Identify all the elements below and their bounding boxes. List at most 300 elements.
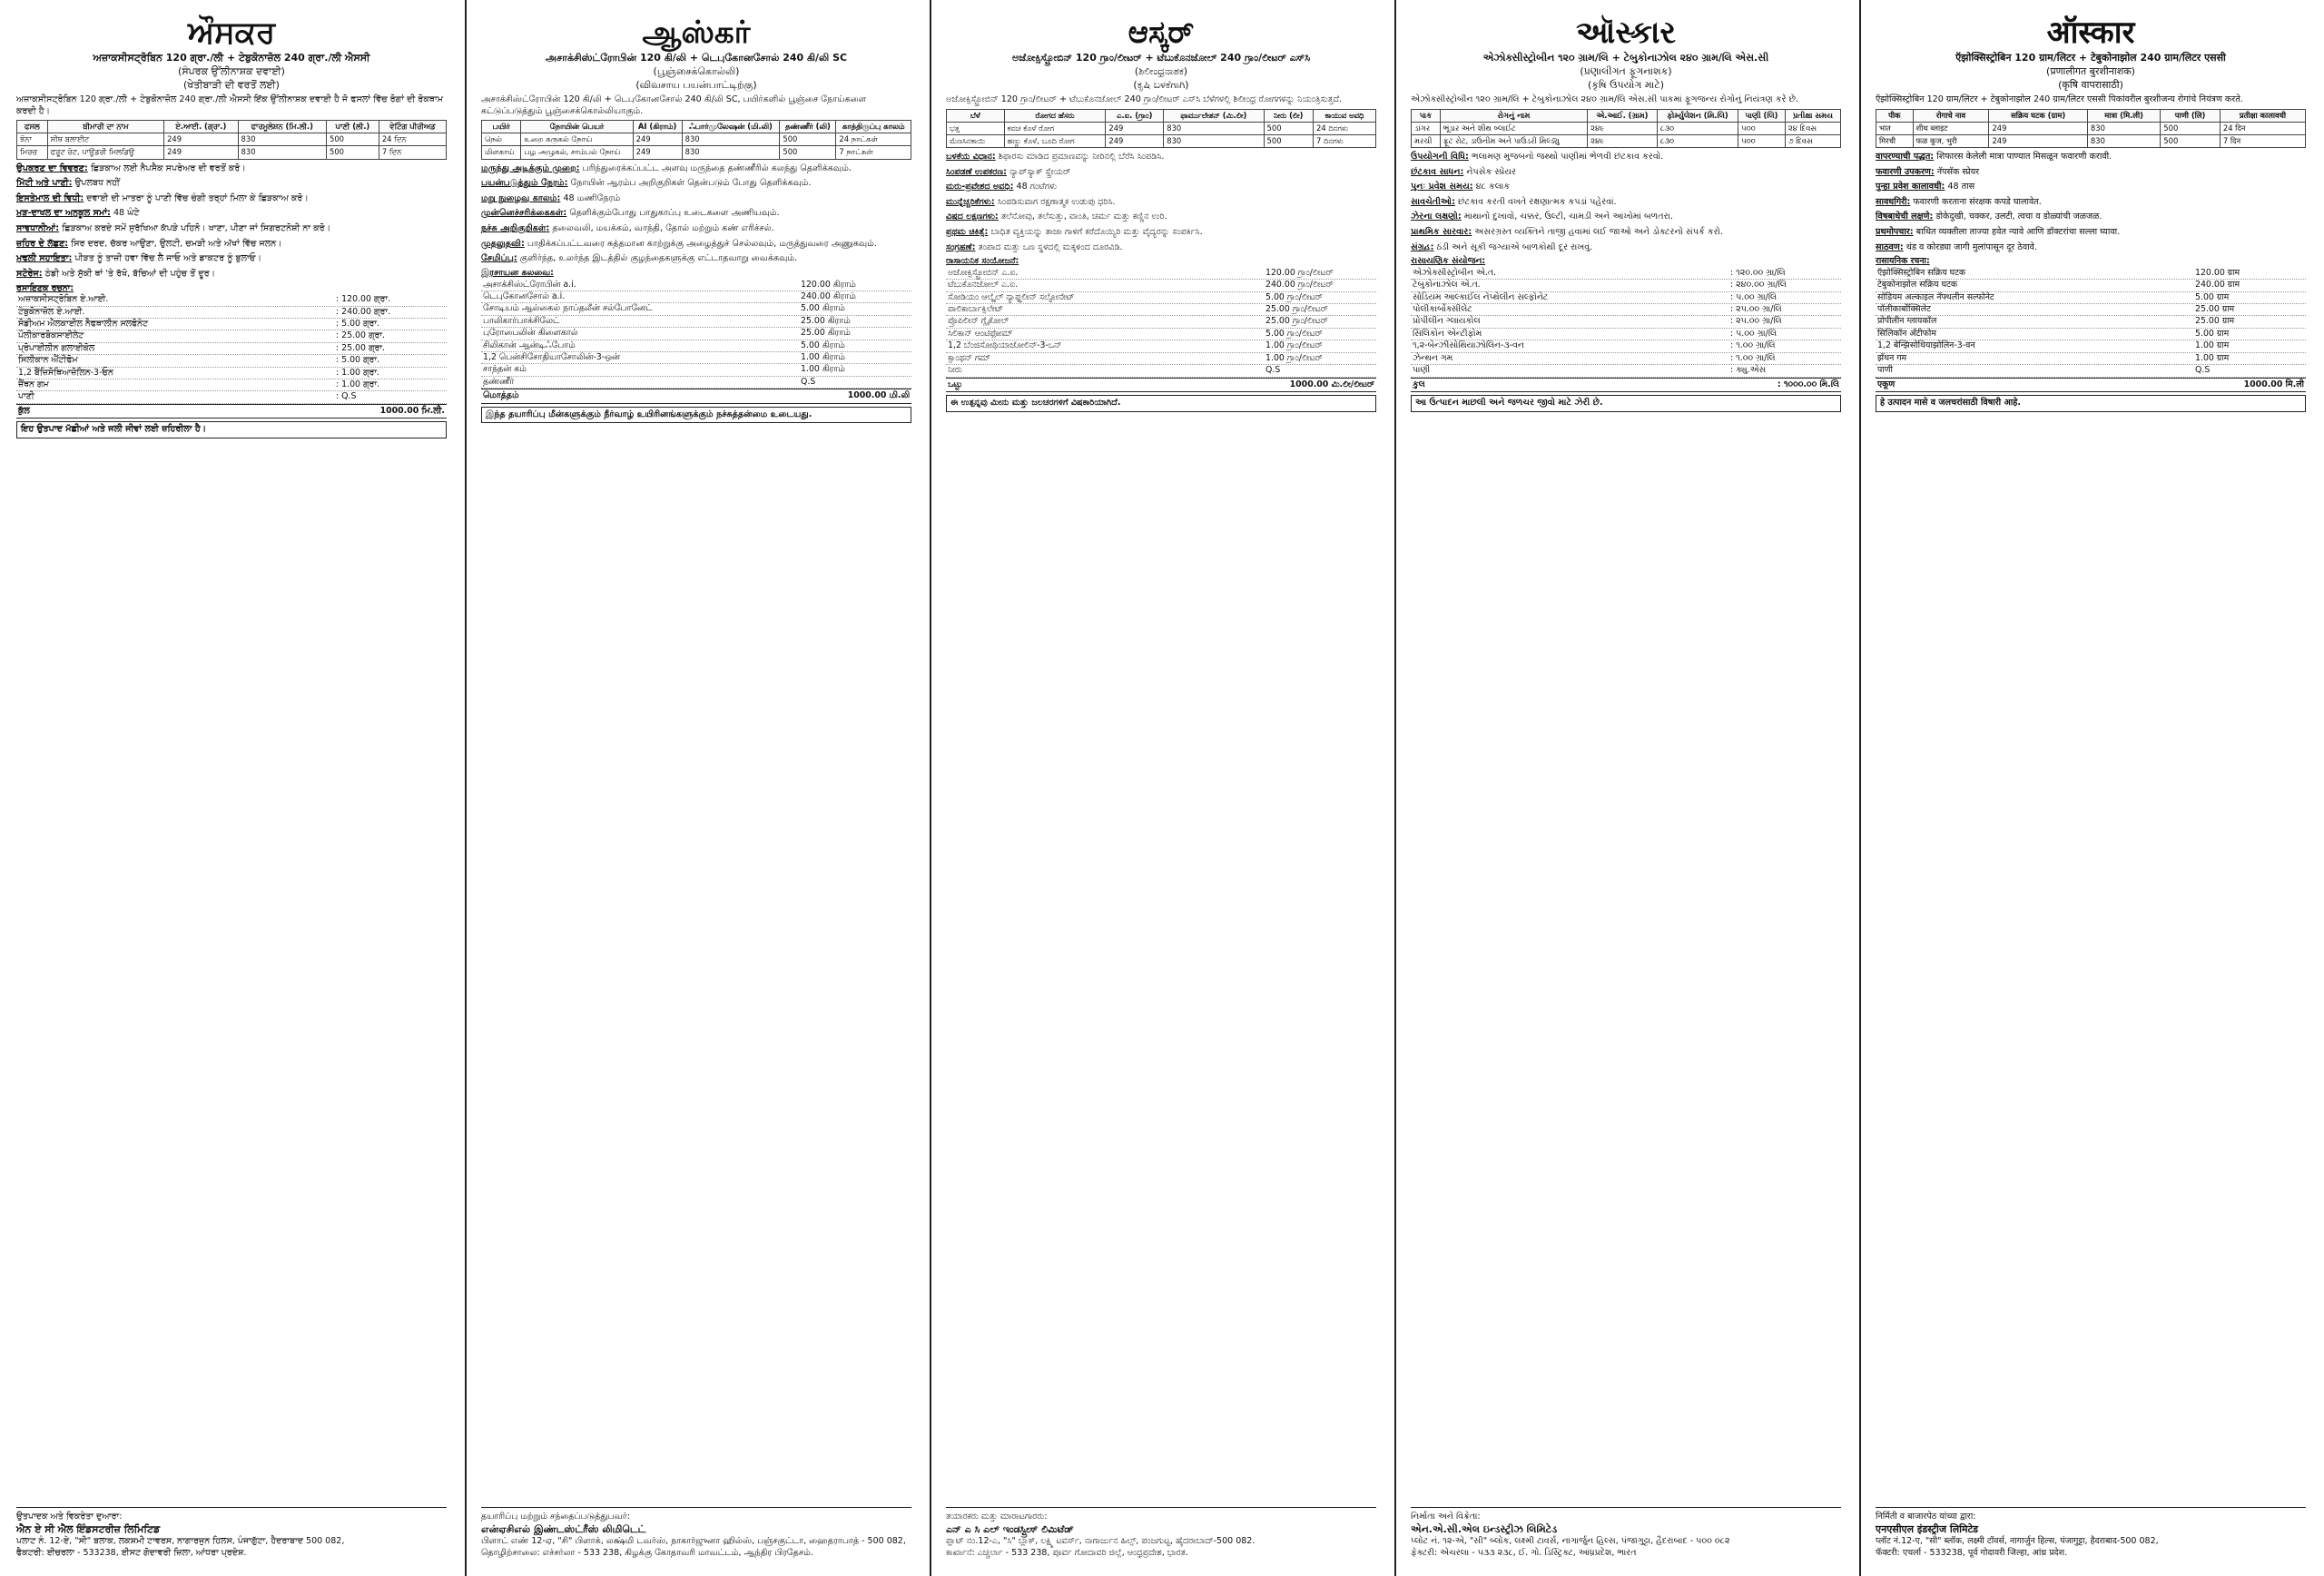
product-category: (પ્રણાલીગત ફૂગનાશક): [1580, 65, 1672, 78]
ingredient-amount: 25.00 ग्राम: [2195, 316, 2235, 327]
ingredient-name: ਅਜ਼ਾਕਸੀਸਟ੍ਰੋਬਿਨ ਏ.ਆਈ.: [18, 294, 109, 305]
ingredient-amount: 1.00 கிராம்: [801, 351, 845, 362]
composition-row: [1876, 304, 2306, 316]
ingredient-amount: : ૨૫.૦૦ ગ્રા/લિ: [1730, 304, 1782, 315]
section-text: நோயின் ஆரம்ப அறிகுறிகள் தென்படும் போது தெளிக்கவும்.: [570, 178, 812, 189]
composition-row: [16, 355, 447, 367]
section-text: નેપસેક સ્પ્રેયર: [1466, 166, 1517, 177]
section-text: છંટકાવ કરતી વખતે રક્ષણાત્મક કપડાં પહેરવાં.: [1457, 196, 1617, 207]
table-cell: शीथ ब्लाइट: [1913, 122, 1989, 134]
dosage-table-header: प्रतीक्षा कालावधी: [2220, 109, 2305, 122]
section-text: ಶಿಫಾರಸು ಮಾಡಿದ ಪ್ರಮಾಣವನ್ನು ನೀರಿನಲ್ಲಿ ಬೆರೆಸಿ ಸಿಂಪಡಿಸಿ.: [998, 151, 1165, 162]
warning-text: ਇਹ ਉਤਪਾਦ ਮੱਛੀਆਂ ਅਤੇ ਜਲੀ ਜੀਵਾਂ ਲਈ ਜ਼ਹਿਰੀਲਾ ਹੈ।: [16, 421, 447, 438]
label-section: [16, 193, 447, 205]
section-heading: ಸಂಗ್ರಹಣೆ:: [946, 241, 976, 252]
label-panel-tamil: [474, 11, 919, 1565]
product-title: ઑસ્કાર: [1576, 15, 1676, 51]
section-text: 48 तास: [1947, 182, 1975, 192]
warning-text: இந்த தயாரிப்பு மீன்களுக்கும் நீர்வாழ் உயிரினங்களுக்கும் நச்சுத்தன்மை உடையது.: [481, 407, 911, 424]
table-cell: 249: [164, 146, 238, 159]
product-usage: (விவசாய பயன்பாட்டிற்கு): [635, 79, 757, 92]
ingredient-name: ऍझोक्सिस्ट्रोबिन सक्रिय घटक: [1877, 267, 1966, 278]
total-label: ਕੁੱਲ: [18, 405, 30, 416]
manufacturer-block: [1411, 1507, 1841, 1560]
ingredient-amount: 25.00 ग्राम: [2195, 304, 2235, 315]
label-section: [1876, 242, 2306, 254]
composition-heading: இரசாயன கலவை:: [481, 268, 554, 279]
ingredient-name: टेबुकोनाझोल सक्रिय घटक: [1877, 280, 1958, 291]
intro-text: ऍझोक्सिस्ट्रोबिन 120 ग्राम/लिटर + टेबुकोनाझोल 240 ग्राम/लिटर एससी पिकांवरील बुरशीजन्य रोगांचे नियंत्रण करते.: [1876, 94, 2243, 104]
table-cell: ਝੋਨਾ: [17, 133, 48, 146]
dosage-table-header: ನೀರು (ಲೀ): [1264, 109, 1313, 122]
ingredient-name: ಕ್ಸಾಂಥನ್ ಗಮ್: [948, 352, 990, 363]
ingredient-name: ಸೋಡಿಯಂ ಆಲ್ಕೈಲ್ ನ್ಯಾಫ್ಥಲೀನ್ ಸಲ್ಫೋನೇಟ್: [948, 291, 1075, 302]
ingredient-name: 1,2 ಬೆಂಜಿಸೋಥಿಯಾಜೋಲಿನ್-3-ಒನ್: [948, 340, 1062, 351]
section-heading: முதலுதவி:: [481, 238, 525, 249]
table-row: [947, 134, 1376, 147]
table-row: [947, 122, 1376, 134]
ingredient-name: સિલિકોન એન્ટીફોમ: [1413, 328, 1482, 339]
section-text: थंड व कोरड्या जागी मुलांपासून दूर ठेवावे.: [1905, 241, 2038, 252]
ingredient-amount: Q.S: [1265, 365, 1281, 376]
section-text: குளிர்ந்த, உலர்ந்த இடத்தில் குழந்தைகளுக்கு எட்டாதவாறு வைக்கவும்.: [519, 253, 798, 264]
label-section: [1876, 227, 2306, 239]
composition-row: [1411, 353, 1841, 365]
section-text: 48 மணிநேரம்: [563, 192, 621, 203]
dosage-table-header: सक्रिय घटक (ग्राम): [1989, 109, 2087, 122]
label-section: [946, 197, 1376, 209]
section-heading: સંગ્રહ:: [1411, 241, 1434, 252]
ingredient-amount: : 1.00 ਗ੍ਰਾ.: [336, 379, 379, 390]
total-amount: 1000.00 मि.ली: [2243, 379, 2304, 389]
composition-row: [1411, 268, 1841, 280]
manufacturer-name: என்ஏசிஎல் இண்டஸ்ட்ரீஸ் லிமிடெட்: [481, 1522, 646, 1535]
intro-text: એઝોક્સીસ્ટ્રોબીન ૧૨૦ ગ્રામ/લિ + ટેબુકોનાઝોલ ૨૪૦ ગ્રામ/લિ એસ.સી પાકમાં ફૂગજન્ય રોગોનું નિયંત્રણ કરે છે.: [1411, 94, 1799, 104]
section-heading: ਮੁਢਲੀ ਸਹਾਇਤਾ:: [16, 253, 73, 264]
ingredient-amount: : 120.00 ਗ੍ਰਾ.: [336, 294, 390, 305]
section-heading: ಸಿಂಪಡಣೆ ಉಪಕರಣ:: [946, 166, 1007, 177]
table-row: [482, 146, 911, 159]
table-cell: ૮૩૦: [1657, 134, 1738, 147]
composition-row: [16, 368, 447, 379]
table-cell: 249: [633, 146, 682, 159]
ingredient-amount: 240.00 ग्राम: [2195, 280, 2240, 291]
section-text: ਠੰਡੀ ਅਤੇ ਸੁੱਕੀ ਥਾਂ 'ਤੇ ਰੱਖੋ, ਬੱਚਿਆਂ ਦੀ ਪਹੁੰਚ ਤੋਂ ਦੂਰ।: [44, 269, 216, 280]
section-heading: சேமிப்பு:: [481, 253, 517, 264]
ingredient-amount: : ૫.૦૦ ગ્રા/લિ: [1730, 291, 1777, 302]
ingredient-amount: 240.00 கிராம்: [801, 291, 856, 301]
dosage-table-header: ਪਾਣੀ (ਲੀ.): [327, 121, 379, 133]
table-cell: ਸ਼ੀਥ ਬਲਾਈਟ: [47, 133, 163, 146]
table-cell: நெல்: [482, 133, 521, 146]
section-text: ਉਪਲਬਧ ਨਹੀਂ: [74, 178, 120, 189]
section-text: ਛਿੜਕਾਅ ਲਈ ਨੈਪਸੈਕ ਸਪਰੇਅਰ ਦੀ ਵਰਤੋਂ ਕਰੋ।: [90, 163, 246, 173]
ingredient-name: सोडियम अल्काइल नॅफ्थलीन सल्फोनेट: [1877, 291, 1994, 302]
dosage-table-header: रोगाचे नाव: [1913, 109, 1989, 122]
manufacturer-address: પ્લોટ નં. ૧૨-એ, "સી" બ્લોક, લક્ષ્મી ટાવર્સ, નાગાર્જુન હિલ્સ, પંજાગુટ્ટા, હૈદરાબાદ - ૫૦૦ ૦૮૨: [1411, 1536, 1730, 1547]
section-text: डोकेदुखी, चक्कर, उलटी, त्वचा व डोळ्यांची जळजळ.: [1935, 212, 2102, 222]
ingredient-name: પ્રોપીલીન ગ્લાયકોલ: [1413, 316, 1481, 327]
composition-row: [481, 316, 911, 328]
table-cell: ભૂંડાર અને શીથ બ્લાઈટ: [1440, 122, 1587, 134]
label-panel-punjabi: [9, 11, 454, 1565]
section-text: ನ್ಯಾಪ್‌ಸ್ಯಾಕ್ ಸ್ಪ್ರೇಯರ್: [1009, 166, 1071, 177]
section-heading: प्रथमोपचार:: [1876, 227, 1914, 238]
section-heading: છંટકાવ સાધન:: [1411, 166, 1464, 177]
composition-block: [481, 268, 911, 403]
table-cell: 7 दिन: [2220, 134, 2305, 147]
table-cell: ૫૦૦: [1738, 122, 1786, 134]
dosage-table-header: காத்திருப்பு காலம்: [836, 121, 911, 133]
table-cell: 830: [682, 146, 780, 159]
ingredient-name: ಟೆಬುಕೊನಜೋಲ್ ಎ.ಐ.: [948, 280, 1019, 291]
table-cell: ડાંગર: [1412, 122, 1441, 134]
table-row: [1412, 122, 1841, 134]
table-row: [1876, 134, 2306, 147]
manufacturer-block: [16, 1507, 447, 1560]
manufacturer-address: ಪ್ಲಾಟ್ ನಂ.12-ಎ, "ಸಿ" ಬ್ಲಾಕ್, ಲಕ್ಷ್ಮಿ ಟವರ್ಸ್, ನಾಗಾರ್ಜುನ ಹಿಲ್ಸ್, ಪಂಜಗುಟ್ಟ, ಹೈದರಾಬಾದ್-500 082.: [946, 1536, 1256, 1547]
ingredient-name: ನೀರು: [948, 365, 962, 376]
composition-row: [1411, 365, 1841, 377]
label-section: [16, 163, 447, 175]
table-cell: ફ્રૂટ રોટ, ડાઉનીમ અને પાઉડરી મિલ્ડ્યુ: [1440, 134, 1587, 147]
label-section: [946, 242, 1376, 254]
section-heading: ઝેરના લક્ષણો:: [1411, 212, 1462, 222]
dosage-table-header: ಕಾಯುವ ಅವಧಿ: [1314, 109, 1376, 122]
product-title: ஆஸ்கர்: [642, 15, 751, 51]
manufacturer-block: [946, 1507, 1376, 1560]
dosage-table-header: ಎ.ಐ. (ಗ್ರಾಂ): [1106, 109, 1164, 122]
ingredient-name: சிலிகான் ஆன்டிஃபோம்: [483, 340, 576, 350]
composition-row: [481, 280, 911, 291]
composition-heading: रासायनिक रचना:: [1876, 256, 1930, 267]
table-cell: ಹಣ್ಣು ಕೊಳೆ, ಬೂದಿ ರೋಗ: [1004, 134, 1106, 147]
section-text: માથાનો દુખાવો, ચક્કર, ઉલ્ટી, ચામડી અને આંખોમાં બળતરા.: [1463, 212, 1673, 222]
composition-block: [1876, 256, 2306, 391]
table-cell: 7 ਦਿਨ: [379, 146, 446, 159]
manufacturer-name: ಎನ್ ಎ ಸಿ ಎಲ್ ಇಂಡಸ್ಟ್ರೀಸ್ ಲಿಮಿಟೆಡ್: [946, 1522, 1074, 1535]
composition-heading: રાસાયણિક સંયોજન:: [1411, 256, 1486, 267]
product-usage: (ਖੇਤੀਬਾੜੀ ਦੀ ਵਰਤੋਂ ਲਈ): [183, 79, 280, 92]
ingredient-name: ઝેન્થન ગમ: [1413, 352, 1453, 363]
ingredient-amount: Q.S: [801, 376, 816, 387]
composition-row: [1411, 280, 1841, 291]
ingredient-name: पॉलीकार्बोक्सिलेट: [1877, 304, 1931, 315]
ingredient-amount: : 25.00 ਗ੍ਰਾ.: [336, 330, 385, 341]
ingredient-amount: : ૨૫.૦૦ ગ્રા/લિ: [1730, 316, 1782, 327]
section-heading: ಮುನ್ನೆಚ್ಚರಿಕೆಗಳು:: [946, 196, 995, 207]
composition-row: [1876, 353, 2306, 365]
table-row: [1412, 134, 1841, 147]
section-text: ਪੀੜਤ ਨੂੰ ਤਾਜ਼ੀ ਹਵਾ ਵਿੱਚ ਲੈ ਜਾਓ ਅਤੇ ਡਾਕਟਰ ਨੂੰ ਬੁਲਾਓ।: [74, 253, 262, 264]
section-heading: विषबाधेची लक्षणे:: [1876, 212, 1934, 222]
composition-row: [946, 304, 1376, 316]
table-cell: 249: [1989, 134, 2087, 147]
ingredient-name: સોડિયમ આલ્કાઈલ નેપ્થેલીન સલ્ફોનેટ: [1413, 291, 1549, 302]
ingredient-amount: 5.00 ಗ್ರಾಂ/ಲೀಟರ್: [1265, 291, 1323, 302]
table-cell: ૨૪૯: [1588, 122, 1658, 134]
composition-row: [946, 340, 1376, 352]
table-cell: 249: [633, 133, 682, 146]
total-amount: 1000.00 ਮਿ.ਲੀ.: [379, 405, 445, 416]
composition-row: [1876, 329, 2306, 340]
ingredient-amount: : ૧૨૦.૦૦ ગ્રા/લિ: [1730, 267, 1786, 278]
factory-address: फॅक्टरी: एचर्ला - 533238, पूर्व गोदावरी जिल्हा, आंध्र प्रदेश.: [1876, 1548, 2068, 1559]
ingredient-amount: 240.00 ಗ್ರಾಂ/ಲೀಟರ್: [1265, 280, 1334, 291]
composition-row: [481, 364, 911, 376]
composition-row: [16, 294, 447, 306]
ingredient-amount: : 5.00 ਗ੍ਰਾ.: [336, 318, 379, 329]
table-cell: ૨૪૯: [1588, 134, 1658, 147]
ingredient-name: சாந்தன் கம்: [483, 364, 527, 375]
label-section: [1876, 152, 2306, 163]
total-label: மொத்தம்: [483, 390, 519, 401]
ingredient-amount: : ૫.૦૦ ગ્રા/લિ: [1730, 328, 1777, 339]
section-heading: પ્રાથમિક સારવાર:: [1411, 227, 1472, 238]
label-section: [946, 152, 1376, 163]
section-heading: पुन्हा प्रवेश कालावधी:: [1876, 182, 1945, 192]
ingredient-name: પાણી: [1413, 365, 1431, 376]
ingredient-name: पाणी: [1877, 365, 1893, 376]
total-label: एकूण: [1877, 379, 1896, 389]
table-row: [482, 133, 911, 146]
ingredient-name: ಸಿಲಿಕಾನ್ ಆಂಟಿಫೋಮ್: [948, 328, 1013, 339]
manufacturer-block: [1876, 1507, 2306, 1560]
label-section: [16, 269, 447, 281]
section-heading: ಮರು-ಪ್ರವೇಶದ ಅವಧಿ:: [946, 182, 1014, 192]
manufacturer-label: ತಯಾರಕರು ಮತ್ತು ಮಾರಾಟಗಾರರು:: [946, 1511, 1048, 1522]
product-category: (பூஞ்சைக்கொல்லி): [653, 65, 740, 78]
dosage-table: [481, 120, 911, 159]
warning-text: આ ઉત્પાદન માછલી અને જળચર જીવો માટે ઝેરી છે.: [1411, 395, 1841, 412]
section-heading: ઉપયોગની વિધિ:: [1411, 151, 1469, 162]
ingredient-name: 1,2 बेन्झिसोथियाझोलिन-3-वन: [1877, 340, 1975, 351]
table-row: [17, 146, 447, 159]
composition-row: [16, 319, 447, 330]
composition-total: [481, 389, 911, 403]
label-section: [1411, 242, 1841, 254]
ingredient-amount: 120.00 கிராம்: [801, 279, 856, 290]
section-text: பாதிக்கப்பட்டவரை சுத்தமான காற்றுக்கு அழைத்துச் செல்லவும், மருத்துவரை அணுகவும்.: [527, 238, 877, 249]
composition-row: [1411, 329, 1841, 340]
label-panel-gujarati: [1403, 11, 1848, 1565]
table-cell: 830: [2087, 122, 2160, 134]
label-section: [481, 239, 911, 251]
label-section: [1411, 182, 1841, 193]
label-section: [1411, 227, 1841, 239]
section-text: தலைவலி, மயக்கம், வாந்தி, தோல் மற்றும் கண் எரிச்சல்.: [552, 223, 774, 234]
label-section: [1876, 197, 2306, 209]
composition-row: [1411, 340, 1841, 352]
warning-text: ಈ ಉತ್ಪನ್ನವು ಮೀನು ಮತ್ತು ಜಲಚರಗಳಿಗೆ ವಿಷಕಾರಿಯಾಗಿದೆ.: [946, 395, 1376, 412]
ingredient-amount: 5.00 கிராம்: [801, 303, 845, 314]
ingredient-name: ਟੇਬੁਕੋਨਾਜ਼ੋਲ ਏ.ਆਈ.: [18, 306, 85, 317]
ingredient-amount: 1.00 ಗ್ರಾಂ/ಲೀಟರ್: [1265, 340, 1323, 351]
dosage-table-header: પાક: [1412, 109, 1441, 122]
dosage-table-header: ਬੀਮਾਰੀ ਦਾ ਨਾਮ: [47, 121, 163, 133]
dosage-table-header: રોગનું નામ: [1440, 109, 1587, 122]
ingredient-name: ಪಾಲಿಕಾರ್ಬಾಕ್ಸಿಲೇಟ್: [948, 304, 1004, 315]
product-category: (प्रणालीगत बुरशीनाशक): [2046, 65, 2135, 78]
product-subtitle: એઝોક્સીસ્ટ્રોબીન ૧૨૦ ગ્રામ/લિ + ટેબુકોનાઝોલ ૨૪૦ ગ્રામ/લિ એસ.સી: [1482, 52, 1769, 64]
section-heading: ਮੁੜ-ਦਾਖਲ ਦਾ ਅਨੁਕੂਲ ਸਮਾਂ:: [16, 208, 111, 219]
manufacturer-address: ਪਲਾਟ ਨੰ. 12-ਏ, "ਸੀ" ਬਲਾਕ, ਲਕਸ਼ਮੀ ਟਾਵਰਸ, ਨਾਗਾਰਜੁਨ ਹਿਲਸ, ਪੰਜਾਗੁੱਟਾ, ਹੈਦਰਾਬਾਦ 500 082,: [16, 1536, 345, 1547]
composition-total: [1876, 378, 2306, 392]
ingredient-name: सिलिकॉन अँटीफोम: [1877, 328, 1936, 339]
ingredient-amount: : 25.00 ਗ੍ਰਾ.: [336, 342, 385, 353]
ingredient-amount: 120.00 ग्राम: [2195, 267, 2240, 278]
composition-row: [481, 377, 911, 389]
table-cell: 500: [2161, 122, 2221, 134]
dosage-table-header: मात्रा (मि.ली): [2087, 109, 2160, 122]
label-section: [16, 253, 447, 265]
composition-row: [1411, 304, 1841, 316]
section-text: ਸਿਰ ਦਰਦ, ਚੱਕਰ ਆਉਣਾ, ਉਲਟੀ, ਚਮੜੀ ਅਤੇ ਅੱਖਾਂ ਵਿੱਚ ਜਲਨ।: [71, 238, 282, 249]
composition-row: [481, 291, 911, 303]
label-panel-marathi: [1868, 11, 2313, 1565]
table-cell: ಮೆಣಸಿನಕಾಯಿ: [947, 134, 1005, 147]
product-category: (ಶಿಲೀಂಧ್ರನಾಶಕ): [1134, 65, 1188, 78]
table-cell: 830: [238, 133, 326, 146]
label-section: [16, 178, 447, 190]
factory-address: ಕಾರ್ಖಾನೆ: ಎಚ್ಚರ್ಲಾ - 533 238, ಪೂರ್ವ ಗೋದಾವರಿ ಜಿಲ್ಲೆ, ಆಂಧ್ರಪ್ರದೇಶ, ಭಾರತ.: [946, 1548, 1188, 1559]
panel-divider: [1859, 0, 1861, 1576]
table-cell: உறை கருகல் நோய்: [521, 133, 633, 146]
section-heading: साठवण:: [1876, 241, 1904, 252]
composition-row: [1876, 316, 2306, 328]
manufacturer-address: பிளாட் எண் 12-ஏ, "சி" பிளாக், லக்ஷ்மி டவர்ஸ், நாகார்ஜுனா ஹில்ஸ், பஞ்சகுட்டா, ஹைதராபாத் - 500 082,: [481, 1536, 906, 1547]
composition-row: [16, 379, 447, 391]
table-cell: 500: [1264, 122, 1313, 134]
section-heading: ಬಳಕೆಯ ವಿಧಾನ:: [946, 151, 996, 162]
dosage-table-header: એ.આઈ. (ગ્રામ): [1588, 109, 1658, 122]
section-text: बाधित व्यक्तीला ताज्या हवेत न्यावे आणि डॉक्टरांचा सल्ला घ्यावा.: [1915, 227, 2121, 238]
ingredient-amount: : 5.00 ਗ੍ਰਾ.: [336, 355, 379, 366]
section-text: தெளிக்கும்போது பாதுகாப்பு உடைகளை அணியவும்.: [569, 208, 780, 219]
manufacturer-label: ਉਤਪਾਦਕ ਅਤੇ ਵਿਕਰੇਤਾ ਦੁਆਰਾ:: [16, 1511, 123, 1522]
ingredient-amount: 120.00 ಗ್ರಾಂ/ಲೀಟರ್: [1265, 267, 1334, 278]
table-cell: 830: [1164, 134, 1264, 147]
composition-row: [16, 343, 447, 355]
composition-total: [1411, 378, 1841, 392]
section-heading: सावधगिरी:: [1876, 196, 1911, 207]
dosage-table-header: ஃபார்முலேஷன் (மி.லி): [682, 121, 780, 133]
ingredient-amount: : ૧.૦૦ ગ્રા/લિ: [1730, 352, 1776, 363]
table-cell: 24 ದಿನಗಳು: [1314, 122, 1376, 134]
section-heading: ਸਟੋਰੇਜ:: [16, 269, 43, 280]
dosage-table-header: பயிர்: [482, 121, 521, 133]
ingredient-name: புரோபைலின் கிளைகால்: [483, 328, 578, 339]
product-subtitle: ऍझोक्सिस्ट्रोबिन 120 ग्राम/लिटर + टेबुकोनाझोल 240 ग्राम/लिटर एससी: [1955, 52, 2226, 64]
ingredient-amount: : ૨૪૦.૦૦ ગ્રા/લિ: [1730, 280, 1787, 291]
label-section: [16, 208, 447, 220]
section-text: ભલામણ મુજબનો જથ્થો પાણીમાં ભેળવી છંટકાવ કરવો.: [1471, 151, 1664, 162]
section-heading: முன்னெச்சரிக்கைகள்:: [481, 208, 567, 219]
label-section: [481, 178, 911, 190]
composition-row: [946, 353, 1376, 365]
ingredient-amount: : ક્યુ.એસ: [1730, 365, 1767, 376]
section-heading: நச்சு அறிகுறிகள்:: [481, 223, 550, 234]
ingredient-name: ਪ੍ਰੋਪਾਈਲੀਨ ਗਲਾਈਕੋਲ: [18, 342, 95, 353]
dosage-table-header: தண்ணீர் (லி): [780, 121, 836, 133]
manufacturer-label: தயாரிப்பு மற்றும் சந்தைப்படுத்துபவர்:: [481, 1511, 630, 1522]
table-cell: 500: [780, 146, 836, 159]
section-text: અસરગ્રસ્ત વ્યક્તિને તાજી હવામાં લઈ જાઓ અને ડોક્ટરનો સંપર્ક કરો.: [1474, 227, 1724, 238]
table-cell: 7 ದಿನಗಳು: [1314, 134, 1376, 147]
section-text: ತಲೆನೋವು, ತಲೆಸುತ್ತು, ವಾಂತಿ, ಚರ್ಮ ಮತ್ತು ಕಣ್ಣಿನ ಉರಿ.: [1000, 212, 1167, 222]
ingredient-name: சோடியம் ஆல்கைல் நாப்தலீன் சல்போனேட்: [483, 303, 653, 314]
composition-row: [481, 303, 911, 315]
composition-row: [16, 330, 447, 342]
dosage-table-header: ਵੇਟਿੰਗ ਪੀਰੀਅਡ: [379, 121, 446, 133]
composition-total: [16, 404, 447, 419]
ingredient-name: ಪ್ರೊಪಿಲೀನ್ ಗ್ಲೈಕೋಲ್: [948, 316, 1009, 327]
table-cell: 249: [1106, 134, 1164, 147]
label-section: [946, 167, 1376, 179]
section-heading: फवारणी उपकरण:: [1876, 166, 1935, 177]
section-text: ತಂಪಾದ ಮತ್ತು ಒಣ ಸ್ಥಳದಲ್ಲಿ ಮಕ್ಕಳಿಂದ ದೂರವಿಡಿ.: [978, 241, 1123, 252]
factory-address: ਫੈਕਟਰੀ: ਈਚਰਲਾ - 533238, ਈਸਟ ਗੋਦਾਵਰੀ ਜ਼ਿਲਾ, ਆਂਧਰਾ ਪ੍ਰਦੇਸ਼.: [16, 1548, 247, 1559]
product-usage: (कृषि वापरासाठी): [2058, 79, 2123, 92]
ingredient-name: ਪੌਲੀਕਾਰਬੋਕਸਾਈਲੇਟ: [18, 330, 84, 341]
table-cell: भात: [1876, 122, 1914, 134]
panel-divider: [465, 0, 467, 1576]
ingredient-name: એઝોક્સીસ્ટ્રોબીન એ.ત.: [1413, 267, 1497, 278]
table-cell: 830: [682, 133, 780, 146]
composition-row: [1876, 292, 2306, 304]
product-category: (ਸੰਪਰਕ ਉੱਲੀਨਾਸ਼ਕ ਦਵਾਈ): [178, 65, 285, 78]
label-panel-kannada: [939, 11, 1384, 1565]
label-section: [481, 253, 911, 265]
section-heading: वापरण्याची पद्धत:: [1876, 151, 1935, 162]
label-section: [946, 182, 1376, 193]
ingredient-name: 1,2 பென்சிசோதியாசோலின்-3-ஒன்: [483, 351, 621, 362]
dosage-table-header: ਫਾਰਮੂਲੇਸ਼ਨ (ਮਿ.ਲੀ.): [238, 121, 326, 133]
ingredient-name: झँथन गम: [1877, 352, 1907, 363]
dosage-table-header: ರೋಗದ ಹೆಸರು: [1004, 109, 1106, 122]
ingredient-name: प्रोपीलीन ग्लायकॉल: [1877, 316, 1937, 327]
label-section: [16, 239, 447, 251]
label-section: [1411, 212, 1841, 223]
composition-row: [1411, 292, 1841, 304]
label-section: [481, 193, 911, 205]
ingredient-name: ਪਾਣੀ: [18, 391, 34, 402]
manufacturer-address: प्लॉट नं.12-ए, "सी" ब्लॉक, लक्ष्मी टॉवर्स, नागार्जुन हिल्स, पंजागुट्टा, हैदराबाद-500 082,: [1876, 1536, 2159, 1547]
ingredient-amount: 25.00 ಗ್ರಾಂ/ಲೀಟರ್: [1265, 316, 1328, 327]
composition-heading: ರಾಸಾಯನಿಕ ಸಂಯೋಜನೆ:: [946, 256, 1019, 267]
composition-row: [16, 307, 447, 319]
composition-row: [1876, 340, 2306, 352]
composition-row: [946, 316, 1376, 328]
label-section: [481, 223, 911, 235]
composition-row: [946, 329, 1376, 340]
ingredient-amount: 25.00 கிராம்: [801, 328, 851, 339]
dosage-table-header: पाणी (लि): [2161, 109, 2221, 122]
manufacturer-block: [481, 1507, 911, 1560]
composition-row: [946, 268, 1376, 280]
ingredient-name: ਜ਼ੈਂਥਨ ਗਮ: [18, 379, 49, 390]
dosage-table-header: ਫਸਲ: [17, 121, 48, 133]
intro-text: அசாக்சிஸ்ட்ரோபின் 120 கி/லி + டெபுகோனசோல் 240 கி/லி SC, பயிர்களில் பூஞ்சை நோய்களை கட்டுப்படுத்தும் பூஞ்சைக்கொல்லியாகும்.: [481, 94, 867, 116]
ingredient-amount: Q.S: [2195, 365, 2211, 376]
composition-row: [481, 352, 911, 364]
table-cell: ૫૦૦: [1738, 134, 1786, 147]
section-heading: பயன்படுத்தும் நேரம்:: [481, 178, 568, 189]
dosage-table: [1876, 109, 2306, 148]
label-section: [1411, 167, 1841, 179]
product-title: ऑस्कार: [2046, 15, 2135, 51]
dosage-table-header: પ્રતીક્ષા સમય: [1785, 109, 1840, 122]
